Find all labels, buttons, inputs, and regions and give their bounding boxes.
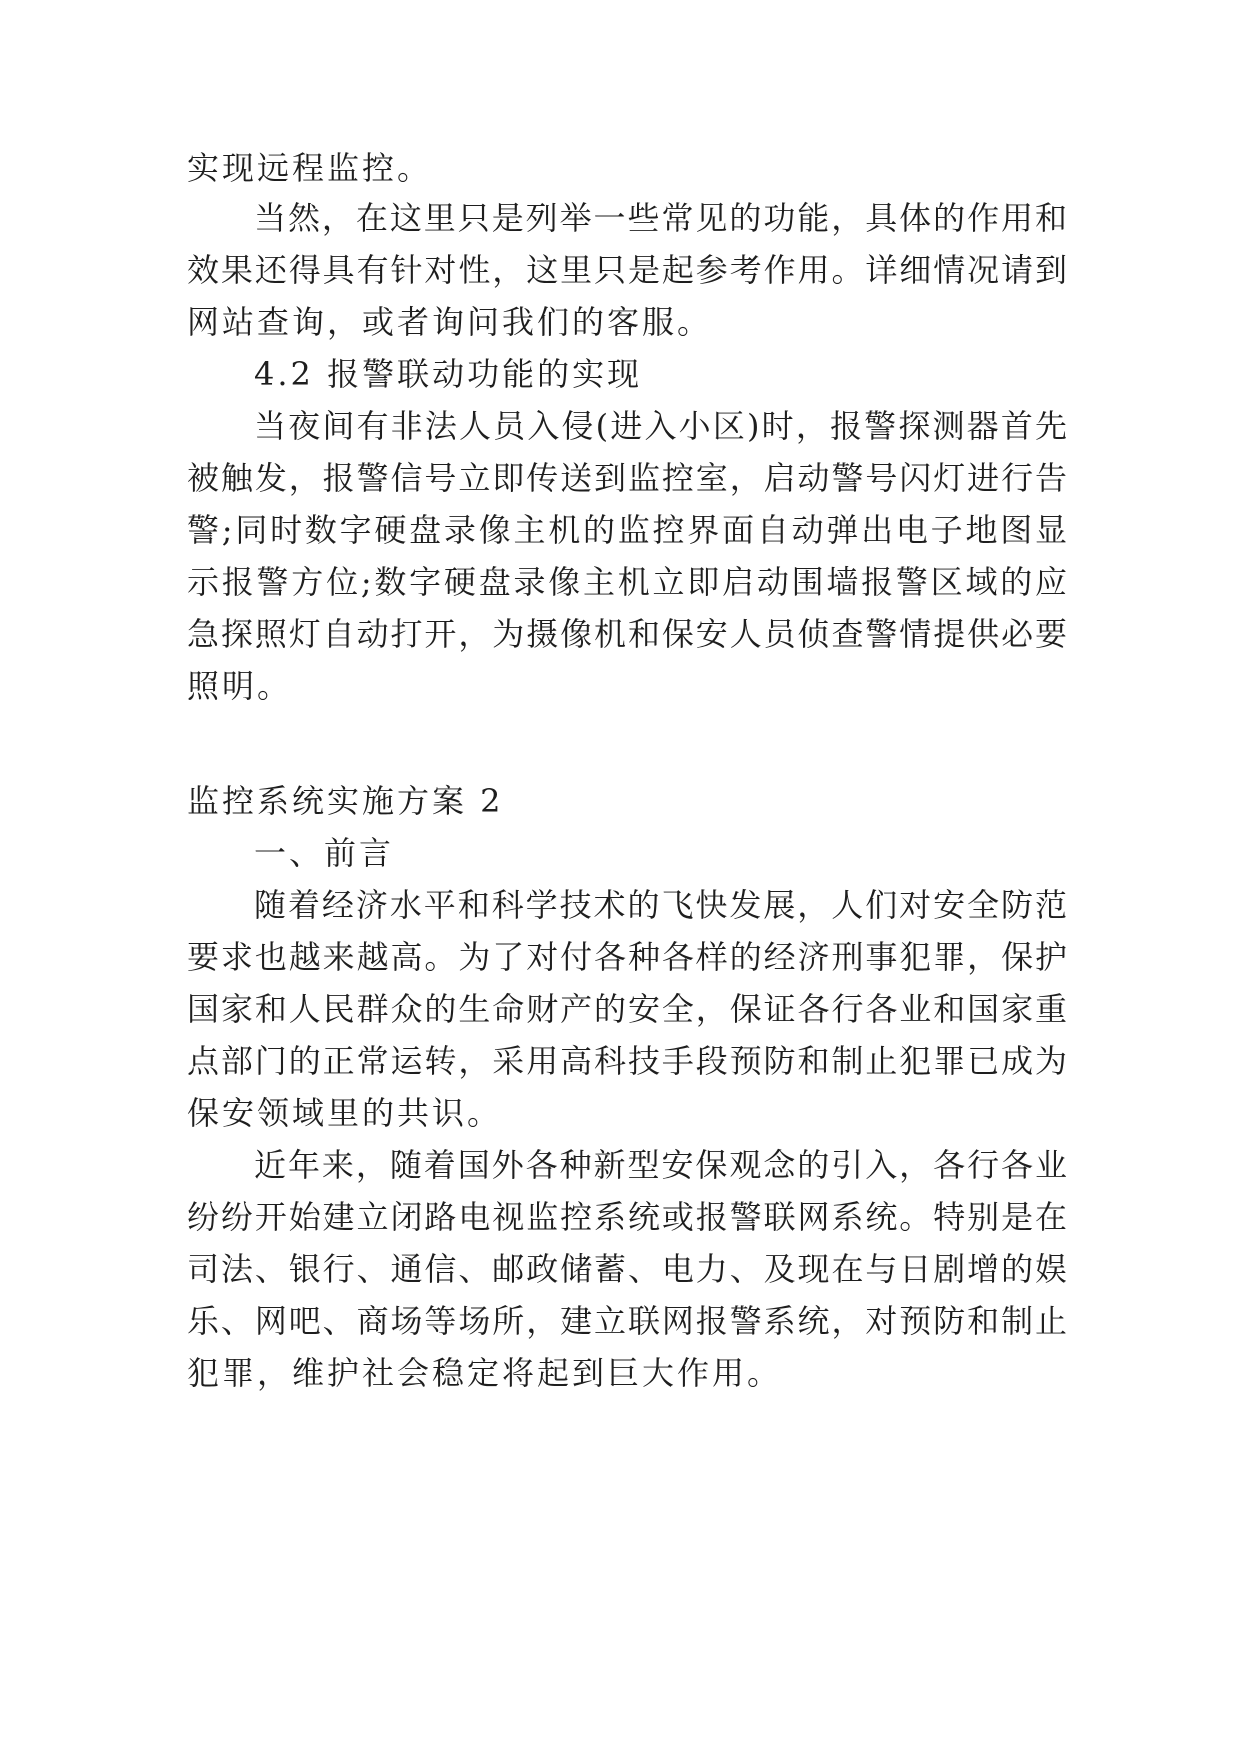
paragraph-line: 当然，在这里只是列举一些常见的功能，具体的作用和	[254, 199, 1067, 237]
paragraph-line: 被触发，报警信号立即传送到监控室，启动警号闪灯进行告	[187, 459, 1067, 497]
paragraph-line: 实现远程监控。	[187, 149, 433, 187]
paragraph-line: 点部门的正常运转，采用高科技手段预防和制止犯罪已成为	[187, 1042, 1067, 1080]
paragraph-line: 国家和人民群众的生命财产的安全，保证各行各业和国家重	[187, 990, 1067, 1028]
paragraph-line: 纷纷开始建立闭路电视监控系统或报警联网系统。特别是在	[187, 1198, 1067, 1236]
paragraph-line: 警;同时数字硬盘录像主机的监控界面自动弹出电子地图显	[187, 511, 1067, 549]
section-heading: 一、前言	[254, 834, 395, 872]
paragraph-line: 犯罪，维护社会稳定将起到巨大作用。	[187, 1354, 783, 1392]
paragraph-line: 随着经济水平和科学技术的飞快发展，人们对安全防范	[254, 886, 1067, 924]
paragraph-line: 保安领域里的共识。	[187, 1094, 503, 1132]
paragraph-line: 要求也越来越高。为了对付各种各样的经济刑事犯罪，保护	[187, 938, 1067, 976]
paragraph-line: 照明。	[187, 667, 293, 705]
paragraph-line: 示报警方位;数字硬盘录像主机立即启动围墙报警区域的应	[187, 563, 1067, 601]
paragraph-line: 当夜间有非法人员入侵(进入小区)时，报警探测器首先	[254, 407, 1067, 445]
paragraph-line: 网站查询，或者询问我们的客服。	[187, 303, 713, 341]
paragraph-line: 急探照灯自动打开，为摄像机和保安人员侦查警情提供必要	[187, 615, 1067, 653]
paragraph-line: 效果还得具有针对性，这里只是起参考作用。详细情况请到	[187, 251, 1067, 289]
paragraph-line: 近年来，随着国外各种新型安保观念的引入，各行各业	[254, 1146, 1067, 1184]
document-title: 监控系统实施方案 2	[187, 782, 504, 820]
paragraph-line: 乐、网吧、商场等场所，建立联网报警系统，对预防和制止	[187, 1302, 1067, 1340]
paragraph-line: 司法、银行、通信、邮政储蓄、电力、及现在与日剧增的娱	[187, 1250, 1067, 1288]
section-heading: 4.2 报警联动功能的实现	[254, 355, 643, 393]
